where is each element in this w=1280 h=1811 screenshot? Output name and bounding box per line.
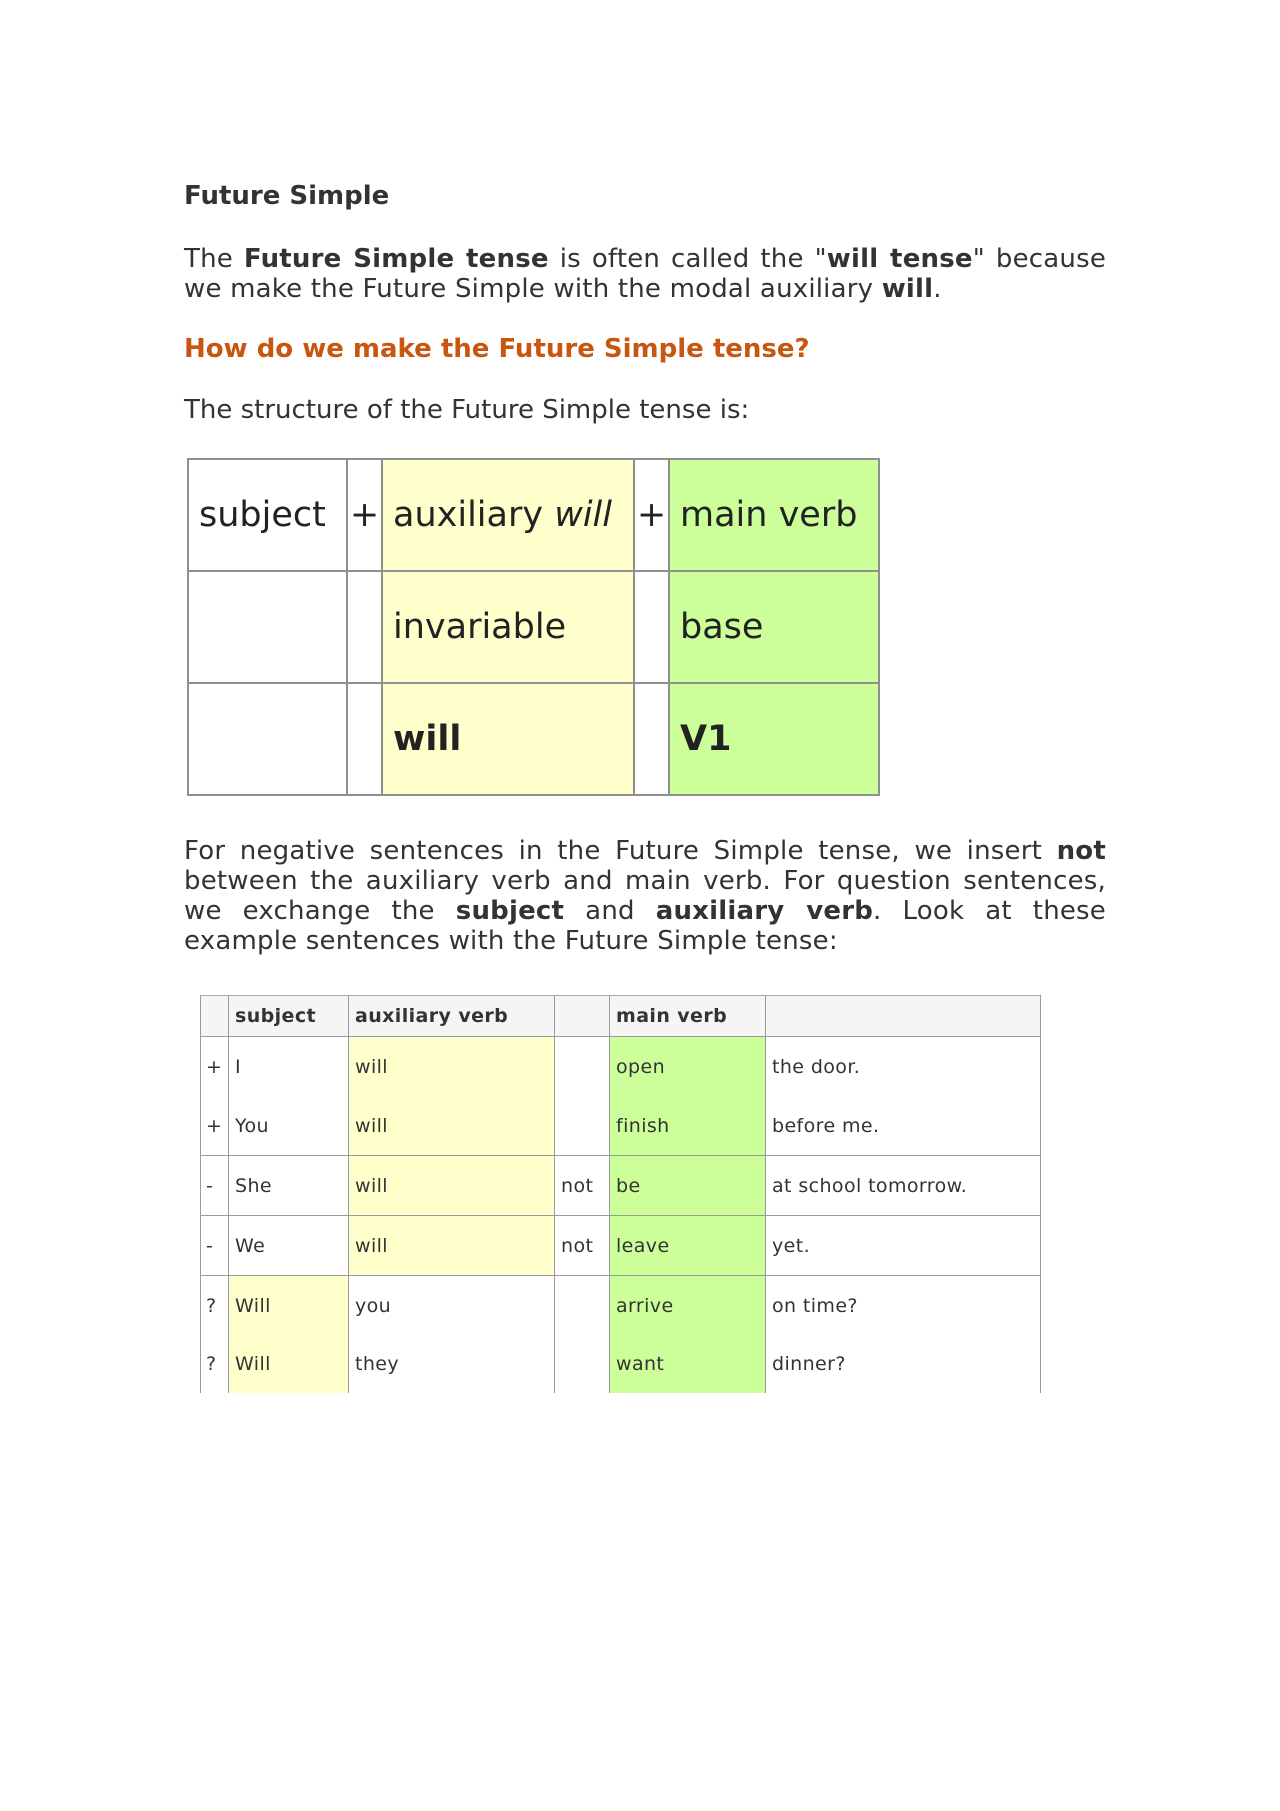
structure-intro: The structure of the Future Simple tense is: [184, 395, 750, 425]
structure-empty-cell [634, 683, 669, 795]
subject-cell: I [229, 1037, 349, 1097]
main-verb-cell: want [610, 1335, 766, 1393]
header-cell: subject [229, 996, 349, 1037]
aux-cell: will [349, 1096, 555, 1156]
structure-table [187, 458, 880, 796]
header-cell: auxiliary verb [349, 996, 555, 1037]
sign-cell: - [201, 1156, 229, 1216]
table-row [201, 1037, 1041, 1097]
intro-bold-3: will [881, 274, 934, 304]
explanation-bold-3: auxiliary verb [655, 896, 874, 926]
structure-empty-cell [188, 683, 347, 795]
examples-table [200, 995, 1041, 1393]
structure-empty-cell [347, 571, 382, 683]
table-row [201, 1335, 1041, 1393]
sign-cell: - [201, 1216, 229, 1276]
structure-row-description [188, 571, 879, 683]
subject-cell: Will [229, 1276, 349, 1336]
main-verb-cell: finish [610, 1096, 766, 1156]
header-cell [766, 996, 1041, 1037]
explanation-bold-1: not [1056, 836, 1106, 866]
rest-cell: before me. [766, 1096, 1041, 1156]
aux-cell: they [349, 1335, 555, 1393]
structure-row-header [188, 459, 879, 571]
intro-text-4: . [933, 274, 942, 304]
table-row [201, 1216, 1041, 1276]
intro-bold-1: Future Simple tense [243, 244, 549, 274]
sign-cell: + [201, 1037, 229, 1097]
structure-empty-cell [188, 571, 347, 683]
structure-empty-cell [347, 683, 382, 795]
structure-aux-label: auxiliary [393, 495, 555, 535]
explanation-text-1: For negative sentences in the Future Simple tense, we insert [184, 836, 1057, 866]
sign-cell: ? [201, 1276, 229, 1336]
structure-plus-cell: + [347, 459, 382, 571]
structure-subject-cell: subject [188, 459, 347, 571]
not-cell [555, 1096, 610, 1156]
explanation-text-4: . Look at these example sentences with the Future Simple tense: [184, 896, 1107, 956]
explanation-text-3: and [564, 896, 656, 926]
main-verb-cell: be [610, 1156, 766, 1216]
sign-cell: ? [201, 1335, 229, 1393]
not-cell [555, 1276, 610, 1336]
intro-text-1: The [184, 244, 244, 274]
rest-cell: at school tomorrow. [766, 1156, 1041, 1216]
structure-main-cell: main verb [669, 459, 879, 571]
page-title: Future Simple [184, 181, 390, 211]
table-row [201, 1096, 1041, 1156]
table-row [201, 1276, 1041, 1336]
rest-cell: dinner? [766, 1335, 1041, 1393]
examples-header-row [201, 996, 1041, 1037]
subject-cell: Will [229, 1335, 349, 1393]
section-heading: How do we make the Future Simple tense? [184, 334, 810, 364]
structure-plus-cell: + [634, 459, 669, 571]
structure-aux-italic: will [554, 495, 613, 535]
not-cell: not [555, 1156, 610, 1216]
explanation-paragraph [184, 836, 1106, 956]
intro-text-2: is often called the " [548, 244, 827, 274]
table-row [201, 1156, 1041, 1216]
header-cell [555, 996, 610, 1037]
subject-cell: We [229, 1216, 349, 1276]
rest-cell: the door. [766, 1037, 1041, 1097]
not-cell: not [555, 1216, 610, 1276]
structure-aux-cell: invariable [382, 571, 634, 683]
intro-text-3: " because we make the Future Simple with the modal auxiliary [184, 244, 1107, 304]
main-verb-cell: open [610, 1037, 766, 1097]
aux-cell: will [349, 1156, 555, 1216]
rest-cell: yet. [766, 1216, 1041, 1276]
subject-cell: She [229, 1156, 349, 1216]
explanation-bold-2: subject [455, 896, 565, 926]
aux-cell: will [349, 1037, 555, 1097]
sign-cell: + [201, 1096, 229, 1156]
structure-row-form [188, 683, 879, 795]
header-cell: main verb [610, 996, 766, 1037]
header-cell [201, 996, 229, 1037]
intro-bold-2: will tense [826, 244, 973, 274]
structure-main-cell: base [669, 571, 879, 683]
structure-main-cell: V1 [669, 683, 879, 795]
structure-empty-cell [634, 571, 669, 683]
main-verb-cell: arrive [610, 1276, 766, 1336]
structure-aux-cell [382, 459, 634, 571]
aux-cell: will [349, 1216, 555, 1276]
not-cell [555, 1037, 610, 1097]
aux-cell: you [349, 1276, 555, 1336]
structure-aux-cell: will [382, 683, 634, 795]
not-cell [555, 1335, 610, 1393]
rest-cell: on time? [766, 1276, 1041, 1336]
explanation-text-2: between the auxiliary verb and main verb. For question sentences, we exchange the [184, 866, 1106, 926]
intro-paragraph [184, 244, 1106, 304]
subject-cell: You [229, 1096, 349, 1156]
main-verb-cell: leave [610, 1216, 766, 1276]
